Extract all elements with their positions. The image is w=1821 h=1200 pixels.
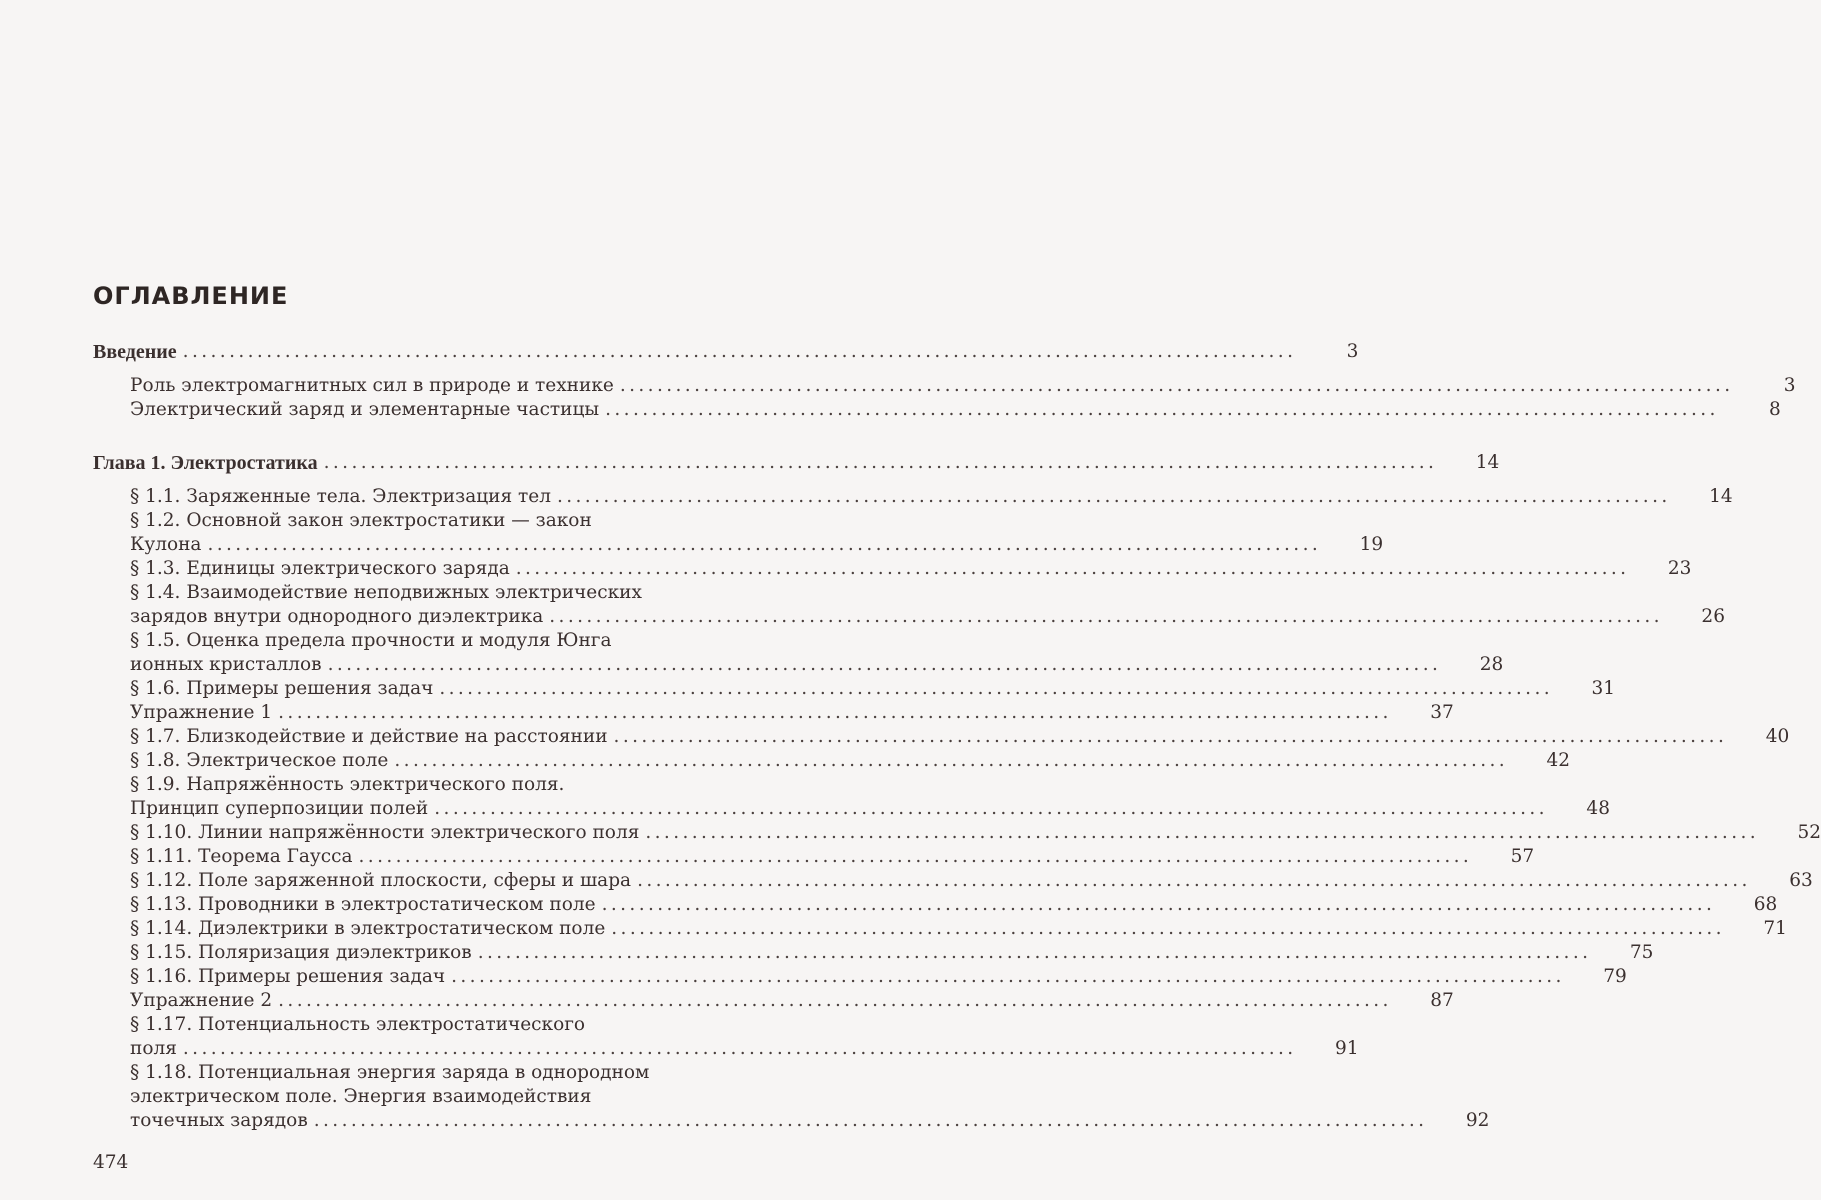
toc-entry-line [93,605,1725,629]
toc-page-number: 3 [1346,341,1359,362]
toc-page-number: 92 [1465,1110,1490,1131]
dot-leader: ........................................................................................................................ [515,558,1630,579]
dot-leader: ........................................................................................................................ [323,452,1438,473]
toc-page-number: 52 [1797,822,1821,843]
toc-entry [93,941,1654,965]
toc-entry-line [93,701,1454,725]
toc-entry-title: Введение [93,341,177,363]
toc-page-number: 48 [1586,798,1610,819]
toc-entry-line [93,773,863,797]
toc-entry-title: § 1.2. Основной закон электростатики — закон [130,510,592,531]
dot-leader: ........................................................................................................................ [207,534,1322,555]
dot-leader: ........................................................................................................................ [182,1038,1297,1059]
toc-entry [93,725,1790,749]
toc-entry-line [93,581,863,605]
dot-leader: ........................................................................................................................ [605,399,1719,420]
dot-leader: ........................................................................................................................ [278,702,1392,723]
toc-page-number: 57 [1510,846,1535,867]
toc-entry [93,629,1504,677]
toc-page-number: 91 [1335,1038,1359,1059]
toc-entry-line [93,374,1796,398]
toc-entry [93,821,1821,845]
dot-leader: ........................................................................................................................ [645,822,1760,843]
toc-entry-title: § 1.13. Проводники в электростатическом поле [130,894,596,915]
toc-entry-title: Глава 1. Электростатика [93,452,318,474]
toc-entry-title: § 1.7. Близкодействие и действие на расстоянии [130,726,608,747]
dot-leader: ........................................................................................................................ [619,375,1734,396]
toc-entry [93,340,1359,364]
toc-page-number: 68 [1753,894,1778,915]
toc-entry-title: § 1.10. Линии напряжённости электрического поля [130,822,640,843]
toc-entry-line [93,653,1504,677]
toc-entry [93,845,1535,869]
toc-page-number: 63 [1789,870,1813,891]
toc-entry [93,451,1500,475]
toc-entry-title: Электрический заряд и элементарные частицы [130,399,600,420]
toc-page-number: 23 [1667,558,1692,579]
toc-entry-line [93,629,863,653]
toc-page-number: 26 [1701,606,1725,627]
toc-entry-line [93,941,1654,965]
toc-entry [93,917,1787,941]
toc-entry-title: Упражнение 2 [130,990,273,1011]
toc-entry-line [93,485,1733,509]
toc-entry-line [93,340,1359,364]
toc-page-number: 40 [1765,726,1790,747]
toc-entry-line [93,509,863,533]
table-of-contents [93,340,1821,1133]
toc-entry [93,773,1610,821]
dot-leader: ........................................................................................................................ [601,894,1716,915]
toc-entry-line [93,451,1500,475]
toc-page-number: 8 [1769,399,1781,420]
page-number: 474 [93,1152,129,1173]
toc-entry-title: § 1.4. Взаимодействие неподвижных электрических [130,582,642,603]
dot-leader: ........................................................................................................................ [358,846,1473,867]
toc-entry-title: § 1.1. Заряженные тела. Электризация тел [130,486,551,507]
dot-leader: ........................................................................................................................ [637,870,1751,891]
toc-entry-title: § 1.11. Теорема Гаусса [130,846,353,867]
toc-entry [93,485,1733,509]
toc-entry-line [93,893,1778,917]
dot-leader: ........................................................................................................................ [613,726,1728,747]
dot-leader: ........................................................................................................................ [477,942,1592,963]
toc-page-number: 19 [1359,534,1384,555]
dot-leader: ........................................................................................................................ [182,341,1297,362]
toc-page-number: 28 [1479,654,1504,675]
toc-entry [93,701,1454,725]
toc-page-number: 14 [1709,486,1733,507]
toc-entry-line [93,845,1535,869]
toc-entry-title: Роль электромагнитных сил в природе и технике [130,375,614,396]
toc-entry [93,869,1813,893]
toc-entry [93,749,1571,773]
toc-entry-title: § 1.9. Напряжённость электрического поля. [130,774,565,795]
toc-entry-title: точечных зарядов [130,1110,308,1131]
toc-entry-title: Упражнение 1 [130,702,273,723]
dot-leader: ........................................................................................................................ [451,966,1565,987]
toc-entry-line [93,917,1787,941]
toc-entry-line [93,821,1821,845]
toc-entry-title: § 1.3. Единицы электрического заряда [130,558,510,579]
toc-entry-line [93,557,1692,581]
toc-entry [93,965,1627,989]
dot-leader: ........................................................................................................................ [394,750,1509,771]
toc-entry-line [93,677,1616,701]
toc-entry-title: § 1.18. Потенциальная энергия заряда в однородном [130,1062,650,1083]
toc-page-number: 31 [1591,678,1616,699]
toc-entry-title: § 1.14. Диэлектрики в электростатическом поле [130,918,606,939]
toc-entry [93,989,1454,1013]
toc-entry [93,893,1778,917]
dot-leader: ........................................................................................................................ [556,486,1671,507]
toc-entry [93,1013,1359,1061]
toc-entry-title: § 1.12. Поле заряженной плоскости, сферы и шара [130,870,632,891]
toc-entry-title: § 1.6. Примеры решения задач [130,678,434,699]
toc-entry-line [93,1061,863,1085]
toc-entry-title: ионных кристаллов [130,654,322,675]
toc-page-number: 14 [1475,452,1500,473]
toc-entry [93,509,1384,557]
toc-page-number: 79 [1603,966,1627,987]
toc-entry-title: электрическом поле. Энергия взаимодействия [130,1086,592,1107]
toc-entry-line [93,398,1781,422]
toc-entry-title: Кулона [130,534,202,555]
toc-entry [93,398,1781,422]
toc-entry-title: § 1.8. Электрическое поле [130,750,389,771]
dot-leader: ........................................................................................................................ [278,990,1392,1011]
toc-entry-line [93,749,1571,773]
toc-entry-line [93,1013,863,1037]
toc-page-number: 3 [1783,375,1796,396]
page-title: ОГЛАВЛЕНИЕ [93,282,289,310]
toc-entry-line [93,869,1813,893]
toc-entry [93,374,1796,398]
toc-entry [93,677,1616,701]
toc-page-number: 87 [1430,990,1454,1011]
toc-entry-line [93,965,1627,989]
toc-page-number: 71 [1763,918,1787,939]
toc-entry [93,581,1725,629]
toc-entry-line [93,1109,1490,1133]
toc-entry-line [93,1085,863,1109]
toc-entry-title: § 1.5. Оценка предела прочности и модуля Юнга [130,630,612,651]
toc-entry [93,557,1692,581]
dot-leader: ........................................................................................................................ [327,654,1442,675]
toc-entry-title: § 1.16. Примеры решения задач [130,966,446,987]
dot-leader: ........................................................................................................................ [439,678,1554,699]
dot-leader: ........................................................................................................................ [313,1110,1428,1131]
toc-entry-line [93,725,1790,749]
toc-entry-line [93,797,1610,821]
dot-leader: ........................................................................................................................ [434,798,1548,819]
toc-entry-line [93,533,1384,557]
toc-page-number: 42 [1546,750,1571,771]
toc-entry-title: Принцип суперпозиции полей [130,798,429,819]
toc-entry-title: зарядов внутри однородного диэлектрика [130,606,544,627]
toc-page-number: 37 [1430,702,1454,723]
toc-entry-title: § 1.15. Поляризация диэлектриков [130,942,472,963]
toc-entry-line [93,989,1454,1013]
toc-entry-title: § 1.17. Потенциальность электростатического [130,1014,586,1035]
toc-page-number: 75 [1629,942,1654,963]
toc-entry-title: поля [130,1038,177,1059]
toc-entry-line [93,1037,1359,1061]
dot-leader: ........................................................................................................................ [611,918,1725,939]
toc-entry [93,1061,1490,1133]
dot-leader: ........................................................................................................................ [549,606,1663,627]
